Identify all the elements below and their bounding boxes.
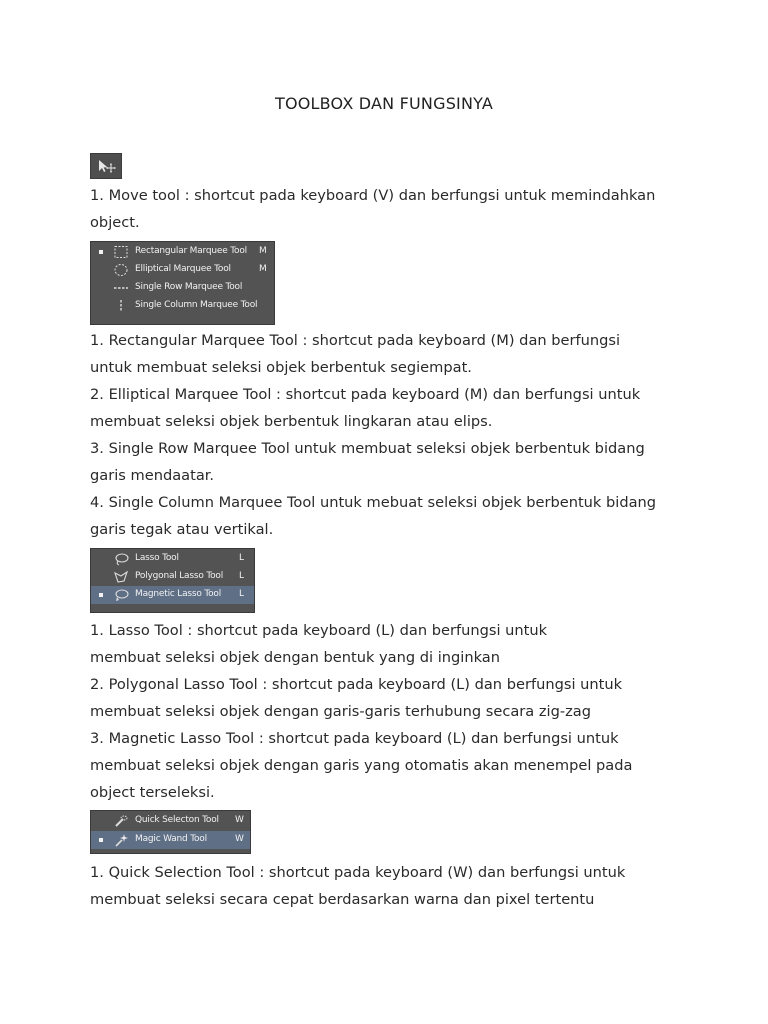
marquee-tools-panel: [90, 241, 275, 325]
lasso-line-7: object terseleksi.: [90, 784, 215, 801]
panel-row-rectangular-marquee[interactable]: [91, 243, 274, 261]
panel-row-magnetic-lasso[interactable]: [91, 586, 254, 604]
quick-selection-icon: [113, 814, 129, 828]
lasso-line-5: 3. Magnetic Lasso Tool : shortcut pada keyboard (L) dan berfungsi untuk: [90, 730, 619, 747]
marquee-line-4: membuat seleksi objek berbentuk lingkaran atau elips.: [90, 413, 493, 430]
panel-row-label: Magnetic Lasso Tool: [135, 589, 222, 599]
marquee-line-5: 3. Single Row Marquee Tool untuk membuat seleksi objek berbentuk bidang: [90, 440, 645, 457]
panel-row-single-row-marquee[interactable]: [91, 279, 274, 297]
marquee-line-1: 1. Rectangular Marquee Tool : shortcut pada keyboard (M) dan berfungsi: [90, 332, 621, 349]
active-bullet: [99, 593, 103, 597]
selection-tools-panel: [90, 810, 251, 854]
marquee-line-2: untuk membuat seleksi objek berbentuk segiempat.: [90, 359, 472, 376]
move-tool-button: [90, 153, 122, 179]
ellipse-marquee-icon: [113, 263, 129, 277]
row-marquee-icon: [113, 281, 129, 295]
active-bullet: [99, 838, 103, 842]
page-title: TOOLBOX DAN FUNGSINYA: [274, 94, 494, 113]
move-tool-icon: [91, 154, 121, 178]
panel-row-shortcut: L: [239, 553, 245, 563]
panel-row-magic-wand[interactable]: [91, 831, 250, 849]
selection-line-2: membuat seleksi secara cepat berdasarkan warna dan pixel tertentu: [90, 891, 595, 908]
lasso-line-3: 2. Polygonal Lasso Tool : shortcut pada keyboard (L) dan berfungsi untuk: [90, 676, 623, 693]
panel-row-label: Single Column Marquee Tool: [135, 300, 258, 310]
marquee-line-6: garis mendaatar.: [90, 467, 215, 484]
magic-wand-icon: [113, 833, 129, 847]
lasso-line-2: membuat seleksi objek dengan bentuk yang di inginkan: [90, 649, 500, 666]
panel-row-elliptical-marquee[interactable]: [91, 261, 274, 279]
marquee-line-3: 2. Elliptical Marquee Tool : shortcut pada keyboard (M) dan berfungsi untuk: [90, 386, 641, 403]
lasso-line-6: membuat seleksi objek dengan garis yang otomatis akan menempel pada: [90, 757, 633, 774]
panel-row-label: Single Row Marquee Tool: [135, 282, 243, 292]
magnetic-lasso-icon: [113, 588, 129, 602]
panel-row-single-column-marquee[interactable]: [91, 297, 274, 315]
move-line-1: 1. Move tool : shortcut pada keyboard (V) dan berfungsi untuk memindahkan: [90, 187, 656, 204]
lasso-line-4: membuat seleksi objek dengan garis-garis terhubung secara zig-zag: [90, 703, 591, 720]
selection-line-1: 1. Quick Selection Tool : shortcut pada keyboard (W) dan berfungsi untuk: [90, 864, 626, 881]
panel-row-shortcut: M: [259, 246, 267, 256]
panel-row-label: Polygonal Lasso Tool: [135, 571, 223, 581]
panel-row-shortcut: L: [239, 589, 245, 599]
rect-marquee-icon: [113, 245, 129, 259]
panel-row-label: Rectangular Marquee Tool: [135, 246, 247, 256]
lasso-icon: [113, 552, 129, 566]
panel-row-label: Magic Wand Tool: [135, 834, 207, 844]
polygonal-lasso-icon: [113, 570, 129, 584]
lasso-tools-panel: [90, 548, 255, 613]
panel-row-label: Elliptical Marquee Tool: [135, 264, 231, 274]
column-marquee-icon: [113, 299, 129, 313]
panel-row-shortcut: L: [239, 571, 245, 581]
panel-row-label: Lasso Tool: [135, 553, 179, 563]
panel-row-shortcut: M: [259, 264, 267, 274]
panel-row-label: Quick Selecton Tool: [135, 815, 219, 825]
panel-row-shortcut: W: [235, 834, 244, 844]
panel-row-shortcut: W: [235, 815, 244, 825]
marquee-line-8: garis tegak atau vertikal.: [90, 521, 274, 538]
lasso-line-1: 1. Lasso Tool : shortcut pada keyboard (L) dan berfungsi untuk: [90, 622, 548, 639]
move-line-2: object.: [90, 214, 140, 231]
active-bullet: [99, 250, 103, 254]
marquee-line-7: 4. Single Column Marquee Tool untuk mebuat seleksi objek berbentuk bidang: [90, 494, 657, 511]
panel-row-quick-selection[interactable]: [91, 812, 250, 830]
panel-row-polygonal-lasso[interactable]: [91, 568, 254, 586]
panel-row-lasso[interactable]: [91, 550, 254, 568]
